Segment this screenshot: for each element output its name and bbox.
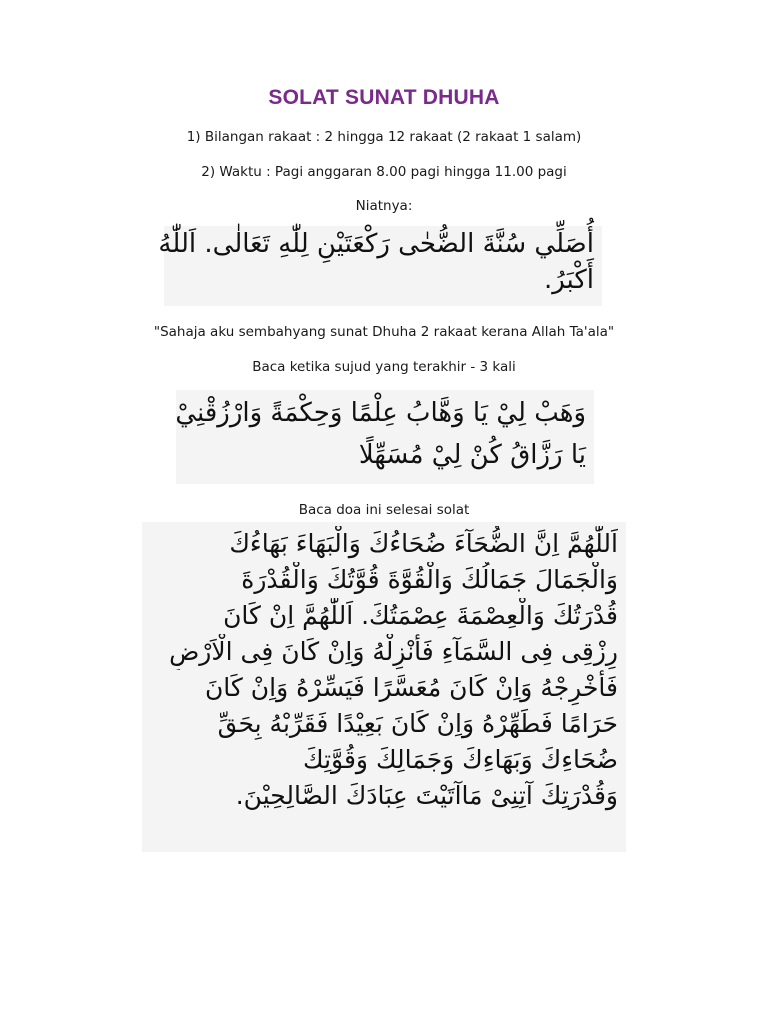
- niat-translation: "Sahaja aku sembahyang sunat Dhuha 2 rakaat kerana Allah Ta'ala": [153, 324, 615, 340]
- page-title: SOLAT SUNAT DHUHA: [268, 86, 500, 109]
- doa-heading: Baca doa ini selesai solat: [298, 502, 470, 518]
- sujud-arabic-line: وَهَبْ لِيْ يَا وَهَّابُ عِلْمًا وَحِكْمَةً وَارْزُقْنِيْ: [175, 398, 586, 428]
- niat-heading: Niatnya:: [355, 198, 413, 214]
- doa-arabic-line: اَللّٰهُمَّ اِنَّ الضُّحَآءَ ضُحَاءُكَ وَالْبَهَاءَ بَهَاءُكَ: [229, 529, 618, 558]
- niat-arabic-line: أُصَلِّي سُنَّةَ الضُّحٰى رَكْعَتَيْنِ لِلّٰهِ تَعَالٰى. اَللّٰهُ: [158, 229, 594, 259]
- sujud-heading: Baca ketika sujud yang terakhir - 3 kali: [252, 359, 516, 375]
- sujud-arabic-line: يَا رَزَّاقُ كُنْ لِيْ مُسَهِّلًا: [358, 440, 586, 470]
- doa-arabic-line: وَالْجَمَالَ جَمَالُكَ وَالْقُوَّةَ قُوَّتُكَ وَالْقُدْرَةَ: [241, 565, 618, 594]
- doa-arabic-line: حَرَامًا فَطَهِّرْهُ وَاِنْ كَانَ بَعِيْدًا فَقَرِّبْهُ بِحَقِّ: [217, 709, 618, 738]
- doa-arabic-line: ضُحَاءِكَ وَبَهَاءِكَ وَجَمَالِكَ وَقُوَّتِكَ: [303, 745, 618, 774]
- niat-arabic-line: أَكْبَرُ.: [543, 265, 594, 295]
- niat-arabic-panel: [158, 226, 602, 306]
- doa-arabic-line: وَقُدْرَتِكَ آتِنِىْ مَاآتَيْتَ عِبَادَكَ الصَّالِحِيْنَ.: [235, 781, 618, 810]
- rakaat-info: 1) Bilangan rakaat : 2 hingga 12 rakaat (2 rakaat 1 salam): [186, 129, 582, 145]
- doa-arabic-line: فَأَخْرِجْهُ وَاِنْ كَانَ مُعَسَّرًا فَيَسِّرْهُ وَاِنْ كَانَ: [204, 673, 618, 702]
- doa-arabic-line: رِزْقِى فِى السَّمَآءِ فَأَنْزِلْهُ وَاِنْ كَانَ فِى الْاَرْضِ: [169, 637, 618, 666]
- doa-arabic-panel: [142, 522, 626, 852]
- waktu-info: 2) Waktu : Pagi anggaran 8.00 pagi hingga 11.00 pagi: [201, 164, 567, 180]
- doa-arabic-line: قُدْرَتُكَ وَالْعِصْمَةَ عِصْمَتُكَ. اَللّٰهُمَّ اِنْ كَانَ: [223, 601, 618, 630]
- sujud-arabic-panel: [176, 390, 594, 484]
